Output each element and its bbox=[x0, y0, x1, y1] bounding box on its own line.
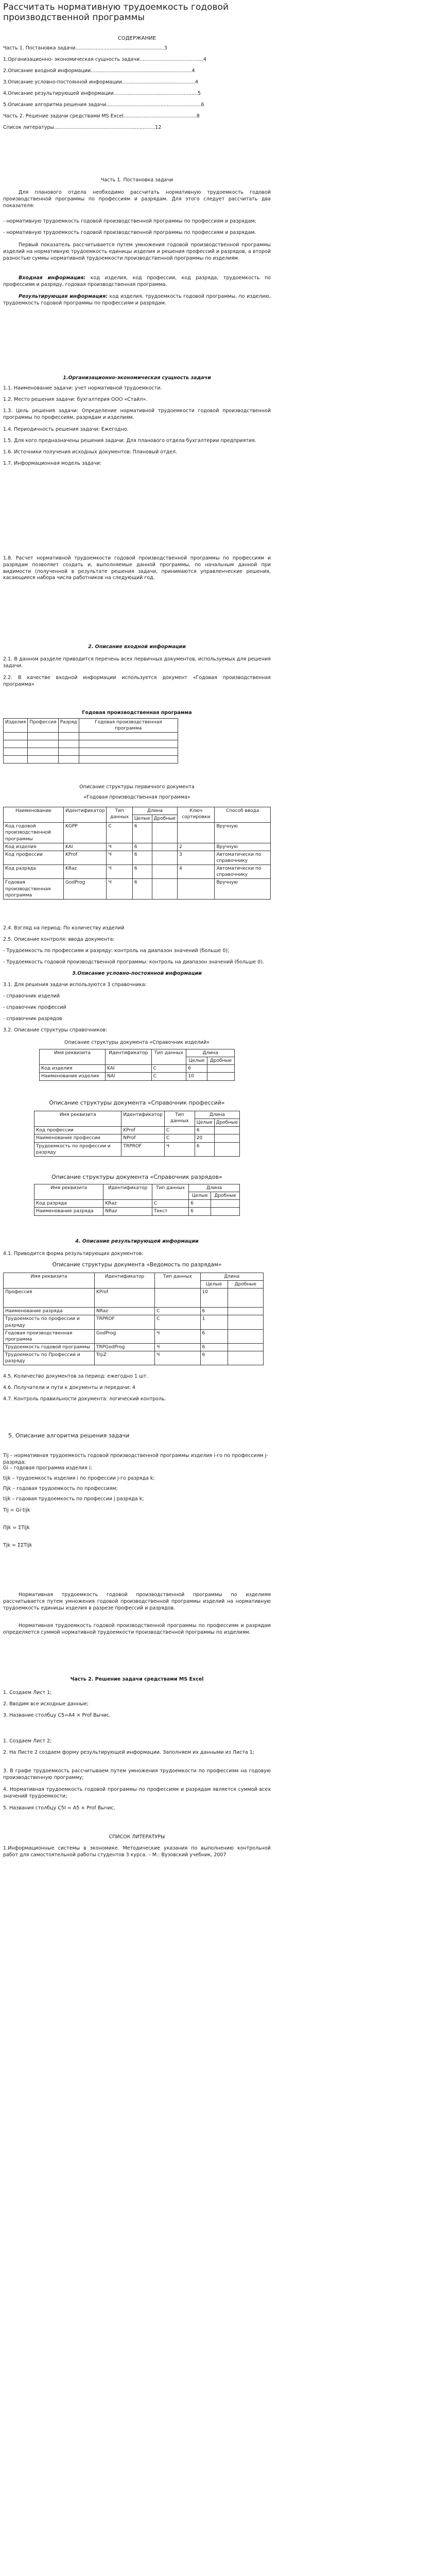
table-cell: NRaz bbox=[103, 1208, 152, 1215]
toc-item[interactable]: 1.Организационно- экономическая сущность задачи.........................................4 bbox=[3, 57, 206, 62]
table-header: Наименование bbox=[4, 807, 64, 823]
table-header: Тип данных bbox=[151, 1049, 186, 1065]
table-cell: TRPROF bbox=[121, 1142, 164, 1156]
table-cell: 6 bbox=[200, 1329, 228, 1343]
table-cell: 3 bbox=[178, 851, 215, 865]
table-subheader: Целые bbox=[200, 1281, 228, 1289]
table-cell bbox=[152, 843, 177, 851]
table-header: Ключ сортировки bbox=[178, 807, 215, 823]
table-cell: KGPP bbox=[64, 823, 107, 843]
toc-item[interactable]: Часть 1. Постановка задачи.........................................................3 bbox=[3, 45, 167, 51]
section4-heading: 4. Описание результирующей информации bbox=[75, 1239, 199, 1244]
table-header: Изделия bbox=[4, 719, 28, 733]
table-subheader: Целые bbox=[186, 1057, 207, 1065]
table-cell: 4 bbox=[178, 865, 215, 879]
formula-definition: tijk – трудоемкость изделия i по профессии j-го разряда k; bbox=[3, 1476, 155, 1481]
table-cell: Код изделия bbox=[4, 843, 64, 851]
table-cell: Наименование разряда bbox=[4, 1308, 95, 1315]
table-cell: Трудоемкость по Профессии и разряду bbox=[4, 1351, 95, 1365]
table-subheader: Дробные bbox=[207, 1057, 235, 1065]
items-directory-table bbox=[39, 1049, 235, 1081]
directory-table-caption: Описание структуры документа «Справочник разрядов» bbox=[51, 1174, 222, 1180]
table-row bbox=[34, 1127, 240, 1134]
table-cell: С bbox=[155, 1308, 200, 1315]
table-cell bbox=[228, 1351, 263, 1365]
table-cell: Вручную bbox=[215, 843, 271, 851]
result-info-text: код изделия, трудоемкость годовой программы, по изделию, трудоемкость годовой программы по профессиям и разрядам. bbox=[3, 294, 271, 306]
table-cell: С bbox=[164, 1134, 195, 1142]
table-subheader: Дробные bbox=[228, 1281, 263, 1289]
section1-item: 1.6. Источники получения исходных документов: Плановый отдел. bbox=[3, 449, 178, 455]
section1-heading: 1.Организационно-экономическая сущность задачи bbox=[63, 375, 211, 381]
table-cell: С bbox=[107, 823, 132, 843]
table-header: Идентификатор bbox=[121, 1111, 164, 1127]
section2-paragraph: 2.1. В данном разделе приводится перечень всех первичных документов, используемых для решения задачи. bbox=[3, 656, 271, 669]
section5-heading: 5. Описание алгоритма решения задачи bbox=[8, 1432, 130, 1439]
struct-table bbox=[3, 807, 271, 900]
part1-paragraph: Для планового отдела необходимо рассчитать нормативную трудоемкость годовой производственной программы по профессиям и разрядам. Для этого следует рассчитать два показателя: bbox=[3, 190, 271, 209]
part2-step: 5. Названия столбцу C5I = A5 × Prof Вычис. bbox=[3, 1805, 115, 1811]
table-cell: 6 bbox=[189, 1200, 211, 1208]
table-row bbox=[40, 1065, 235, 1073]
table-header: Идентификатор bbox=[106, 1049, 152, 1065]
section1-item: 1.4. Периодичность решения задачи: Ежегодно. bbox=[3, 427, 129, 432]
table-cell: 6 bbox=[186, 1065, 207, 1073]
table-cell: Ч bbox=[107, 843, 132, 851]
section2-paragraph: 2.4. Взгляд на период: По количеству изделий bbox=[3, 925, 125, 931]
formula: Tjk = ΣΣTijk bbox=[3, 1543, 32, 1548]
table-cell: Ч bbox=[107, 879, 132, 899]
table-cell: Трудоемкость по профессии и разряду bbox=[34, 1142, 121, 1156]
table-header: Идентификатор bbox=[64, 807, 107, 823]
result-table bbox=[3, 1273, 264, 1365]
table-header: Разряд bbox=[58, 719, 79, 733]
section2-heading: 2. Описание входной информации bbox=[88, 644, 186, 650]
table-subheader: Дробные bbox=[152, 815, 177, 823]
formula-definition: Tij – нормативная трудоемкость годовой производственной программы изделия i-го по профессиям j-разряда; bbox=[3, 1453, 268, 1465]
section2-paragraph: - Трудоемкость по профессиям и разряду: контроль на диапазон значений (больше 0); bbox=[3, 948, 230, 954]
table-header: Тип данных bbox=[107, 807, 132, 823]
table-cell: 10 bbox=[186, 1073, 207, 1080]
table-cell: TRPGodProg bbox=[95, 1343, 155, 1351]
table-row bbox=[34, 1208, 240, 1215]
table-cell: Код профессии bbox=[4, 851, 64, 865]
table-cell: 10 bbox=[200, 1289, 228, 1308]
part2-heading: Часть 2. Решение задачи средствами MS Excel bbox=[70, 1676, 204, 1682]
table-header: Длина bbox=[189, 1184, 240, 1192]
grades-directory-table bbox=[34, 1184, 240, 1216]
formula-definition: Пjk – годовая трудоемкость по профессиям; bbox=[3, 1486, 118, 1492]
table-row bbox=[4, 740, 178, 748]
toc-item[interactable]: Часть 2. Решение задачи средствами MS Excel...............................................8 bbox=[3, 113, 200, 119]
literature-heading: СПИСОК ЛИТЕРАТУРЫ bbox=[109, 1834, 165, 1840]
document-title: Рассчитать нормативную трудоемкость годовой производственной программы bbox=[3, 2, 229, 23]
table-cell: Ч bbox=[155, 1351, 200, 1365]
contents-heading: СОДЕРЖАНИЕ bbox=[118, 36, 156, 41]
section1-item: 1.5. Для кого предназначены решения задачи: Для планового отдела бухгалтерии предприятия. bbox=[3, 438, 256, 444]
table-cell: 6 bbox=[132, 879, 152, 899]
table-row bbox=[4, 879, 271, 899]
table-header: Длина bbox=[132, 807, 177, 815]
toc-item[interactable]: Список литературы.................................................................12 bbox=[3, 125, 162, 130]
table-subheader: Целые bbox=[195, 1119, 214, 1127]
table-cell bbox=[228, 1315, 263, 1329]
toc-item[interactable]: 5.Описание алгоритма решения задачи.............................................................6 bbox=[3, 102, 204, 108]
table-row bbox=[4, 823, 271, 843]
part2-step: 1. Создаем Лист 2; bbox=[3, 1738, 52, 1744]
table-cell: Автоматически по справочнику bbox=[215, 851, 271, 865]
table-header: Годовая производственная программа bbox=[79, 719, 178, 733]
table-cell bbox=[178, 823, 215, 843]
section4-paragraph: 4.6. Получатели и пути к документы и передачи: 4 bbox=[3, 1385, 135, 1391]
table-cell: Текст bbox=[152, 1208, 188, 1215]
section1-item: 1.7. Информационная модель задачи: bbox=[3, 461, 102, 466]
table-cell: 20 bbox=[195, 1134, 214, 1142]
table-row bbox=[4, 1343, 264, 1351]
table-cell bbox=[152, 865, 177, 879]
table-row bbox=[4, 733, 178, 740]
section2-paragraph: - Трудоемкость годовой производственной программы: контроль на диапазон значений (больше 0). bbox=[3, 959, 264, 965]
table-row bbox=[4, 843, 271, 851]
table-cell bbox=[214, 1134, 239, 1142]
table-cell: 6 bbox=[132, 823, 152, 843]
table-cell: NAI bbox=[106, 1073, 152, 1080]
table-header: Тип данных bbox=[155, 1273, 200, 1289]
section2-paragraph: 2.2. В качестве входной информации используется документ «Годовая производственная программа» bbox=[3, 675, 271, 687]
table-cell: KRaz bbox=[103, 1200, 152, 1208]
section2-paragraph: 2.5. Описание контроля: ввода документа: bbox=[3, 937, 115, 942]
part2-step: 2. Вводим все исходные данные; bbox=[3, 1701, 89, 1707]
table-cell: Ч bbox=[107, 851, 132, 865]
formula-definition: Gi – годовая программа изделия i; bbox=[3, 1465, 92, 1471]
part1-heading: Часть 1. Постановка задачи bbox=[100, 177, 173, 183]
section5-paragraph: Нормативная трудоемкость годовой производственной программы по изделиям рассчитывается путем умножения годовой производственной программы изделий на нормативную трудоемкость единицы изделия в разрезе профессий и разрядов. bbox=[3, 1592, 271, 1611]
table-cell bbox=[214, 1142, 239, 1156]
toc-item[interactable]: 4.Описание результирующей информации......................................................5 bbox=[3, 91, 201, 96]
table-cell: GodProg bbox=[64, 879, 107, 899]
table-header: Длина bbox=[186, 1049, 235, 1057]
table-cell: Ч bbox=[155, 1329, 200, 1343]
result-table-caption: Описание структуры документа «Ведомость по разрядам» bbox=[52, 1262, 222, 1268]
table-cell: С bbox=[152, 1200, 188, 1208]
section5-paragraph: Нормативная трудоемкость годовой производственной программы по профессиям и разрядам определяется суммой нормативной трудоемкости производственной программы по изделиям. bbox=[3, 1623, 271, 1635]
table-header: Имя реквизита bbox=[34, 1111, 121, 1127]
table-cell bbox=[152, 879, 177, 899]
toc-item[interactable]: 3.Описание условно-постоянной информации...............................................4 bbox=[3, 79, 198, 85]
table-cell: NProf bbox=[121, 1134, 164, 1142]
professions-directory-table bbox=[34, 1111, 240, 1157]
table-cell: 6 bbox=[195, 1142, 214, 1156]
table-header: Длина bbox=[195, 1111, 239, 1119]
formula: Tij = Gi·tijk bbox=[3, 1507, 30, 1513]
table-cell bbox=[152, 851, 177, 865]
literature-item: 1.Информационные системы в экономике. Методические указания по выполнению контрольной работ для самостоятельной работы студентов 3 курса. – М.: Вузовский учебник, 2007 bbox=[3, 1845, 271, 1858]
table-cell: С bbox=[164, 1127, 195, 1134]
table-cell bbox=[211, 1208, 240, 1215]
section3-paragraph: 3.2. Описание структуры справочников: bbox=[3, 1027, 108, 1033]
input-info-text: код изделия, код профессии, код разряда, трудоемкость по профессиям и разряду, годовая производственная программа. bbox=[3, 275, 271, 287]
table-cell: 2 bbox=[178, 843, 215, 851]
table-cell: 6 bbox=[200, 1351, 228, 1365]
table-header: Тип данных bbox=[152, 1184, 188, 1200]
table-cell: Автоматически по справочнику bbox=[215, 865, 271, 879]
formula-definition: tijk – годовая трудоемкость по профессии j разряда k; bbox=[3, 1496, 144, 1502]
table-cell bbox=[178, 879, 215, 899]
table-cell: Код разряда bbox=[4, 865, 64, 879]
section3-list-item: - справочник профессий bbox=[3, 1005, 66, 1010]
table-cell: Наименование изделия bbox=[40, 1073, 106, 1080]
table-cell: Годовая производственная программа bbox=[4, 1329, 95, 1343]
section3-list-item: - справочник изделий bbox=[3, 993, 60, 999]
table-subheader: Целые bbox=[189, 1192, 211, 1200]
table-row bbox=[4, 1289, 264, 1308]
table-cell bbox=[228, 1289, 263, 1308]
section1-item: 1.2. Место решения задачи: бухгалтерия ООО «Стайл». bbox=[3, 397, 148, 402]
table-cell: TRPROF bbox=[95, 1315, 155, 1329]
table-subheader: Дробные bbox=[214, 1119, 239, 1127]
table-cell: Трудоемкость по профессии и разряду bbox=[4, 1315, 95, 1329]
table-cell: Годовая производственная программа bbox=[4, 879, 64, 899]
table-cell: 6 bbox=[132, 851, 152, 865]
table-cell bbox=[228, 1329, 263, 1343]
table-cell: KAI bbox=[64, 843, 107, 851]
table-cell: KProf bbox=[121, 1127, 164, 1134]
part1-paragraph: - нормативную трудоемкость годовой производственной программы по профессиям и разрядам. bbox=[3, 230, 256, 235]
table-cell: Наименование разряда bbox=[34, 1208, 103, 1215]
table-cell: Трудоемкость годовой программы bbox=[4, 1343, 95, 1351]
table-row bbox=[4, 851, 271, 865]
table-header: Способ ввода bbox=[215, 807, 271, 823]
table-cell: 6 bbox=[189, 1208, 211, 1215]
table-header: Имя реквизита bbox=[40, 1049, 106, 1065]
table-row bbox=[4, 748, 178, 756]
table-row bbox=[4, 1329, 264, 1343]
table-row bbox=[4, 1315, 264, 1329]
section3-paragraph: 3.1. Для решения задачи используются 3 справочника: bbox=[3, 982, 147, 988]
table-cell: Ч bbox=[107, 865, 132, 879]
table-row bbox=[34, 1134, 240, 1142]
input-info-paragraph bbox=[3, 275, 271, 289]
part1-paragraph: Первый показатель рассчитывается путем умножения годовой производственной программы изделий на нормативную трудоемкость единицы изделия и решения профессий и разрядов, а второй разностью суммы нормативной трудоемкости производственной программы по изделиям. bbox=[3, 242, 271, 261]
directory-table-caption: Описание структуры документа «Справочник изделий» bbox=[64, 1040, 210, 1045]
result-info-lead: Результирующая информация: bbox=[19, 294, 108, 299]
table-row bbox=[40, 1073, 235, 1080]
table-cell bbox=[214, 1127, 239, 1134]
table-cell bbox=[207, 1065, 235, 1073]
program-table bbox=[3, 718, 178, 764]
struct-caption: Описание структуры первичного документа bbox=[79, 784, 195, 790]
table-row bbox=[34, 1200, 240, 1208]
table-cell: NRaz bbox=[95, 1308, 155, 1315]
table-cell: KAI bbox=[106, 1065, 152, 1073]
input-info-lead: Входная информация: bbox=[19, 275, 86, 281]
table-cell: Код профессии bbox=[34, 1127, 121, 1134]
table-cell: KRaz bbox=[64, 865, 107, 879]
table-header: Идентификатор bbox=[103, 1184, 152, 1200]
table-subheader: Целые bbox=[132, 815, 152, 823]
part2-step: 4. Нормативная трудоемкость годовой программы по профессиям и разрядам является суммой всех значений трудоемкости; bbox=[3, 1787, 271, 1799]
table-header: Идентификатор bbox=[95, 1273, 155, 1289]
table-header: Имя реквизита bbox=[34, 1184, 103, 1200]
table-cell: GodProg bbox=[95, 1329, 155, 1343]
table-cell: Профессия bbox=[4, 1289, 95, 1308]
section4-paragraph: 4.7. Контроль правильности документа: логический контроль. bbox=[3, 1396, 166, 1402]
table-cell: Вручную bbox=[215, 823, 271, 843]
table-cell: С bbox=[151, 1073, 186, 1080]
directory-table-caption: Описание структуры документа «Справочник профессий» bbox=[49, 1099, 225, 1106]
result-info-paragraph bbox=[3, 294, 271, 307]
section3-list-item: - справочник разрядов bbox=[3, 1016, 62, 1022]
section3-heading: 3.Описание условно-постоянной информации bbox=[72, 971, 202, 976]
table-cell: TrpZ bbox=[95, 1351, 155, 1365]
table-cell: Код годовой производственной программы bbox=[4, 823, 64, 843]
table-cell bbox=[211, 1200, 240, 1208]
table-cell: Ч bbox=[164, 1142, 195, 1156]
table-cell bbox=[152, 823, 177, 843]
table-cell: С bbox=[151, 1065, 186, 1073]
table-row bbox=[4, 1308, 264, 1315]
table-header: Длина bbox=[200, 1273, 263, 1281]
table-cell: 6 bbox=[132, 865, 152, 879]
part1-paragraph: - нормативную трудоемкость годовой производственной программы по профессиям и разрядам; bbox=[3, 218, 256, 224]
table-cell: 6 bbox=[132, 843, 152, 851]
table-cell: Ч bbox=[155, 1343, 200, 1351]
table-cell: Наименование профессии bbox=[34, 1134, 121, 1142]
formula: Пjk = ΣTijk bbox=[3, 1525, 30, 1531]
table-row bbox=[34, 1142, 240, 1156]
part2-step: 2. На Листе 2 создаем форму результирующей информации. Заполняем их данными из Листа 1; bbox=[3, 1750, 254, 1755]
table-cell: 6 bbox=[200, 1308, 228, 1315]
table-cell bbox=[228, 1343, 263, 1351]
table-row bbox=[4, 756, 178, 764]
table-row bbox=[4, 865, 271, 879]
table-cell: KProf bbox=[64, 851, 107, 865]
part2-step: 1. Создаем Лист 1; bbox=[3, 1690, 52, 1696]
program-table-caption: Годовая производственная программа bbox=[82, 710, 192, 716]
table-row bbox=[4, 1351, 264, 1365]
table-cell: KProf bbox=[95, 1289, 155, 1308]
table-cell bbox=[228, 1308, 263, 1315]
table-cell: 6 bbox=[195, 1127, 214, 1134]
table-subheader: Дробные bbox=[211, 1192, 240, 1200]
table-cell: Код разряда bbox=[34, 1200, 103, 1208]
table-cell: Вручную bbox=[215, 879, 271, 899]
part2-step: 3. Название столбцу C5=A4 × Prof Вычис. bbox=[3, 1713, 111, 1718]
section1-item: 1.1. Наименование задачи: учет нормативной трудоемкости. bbox=[3, 385, 162, 391]
table-cell: 6 bbox=[200, 1343, 228, 1351]
part2-step: 3. В графе трудоемкость рассчитываем путем умножения трудоемкости по профессиям на годовую производственную программу; bbox=[3, 1768, 271, 1781]
toc-item[interactable]: 2.Описание входной информации.................................................................4 bbox=[3, 68, 195, 74]
section1-conclusion: 1.8. Расчет нормативной трудоемкости годовой производственной программы по профессиям и разрядам позволяет создать и, выполняемые данной программы, по начальным данной при видимости (полученной в результате решения задачи, принимаются управленческие решения, касающиеся набора числа работников на следующий год. bbox=[3, 555, 271, 581]
table-cell: 1 bbox=[200, 1315, 228, 1329]
table-header: Имя реквизита bbox=[4, 1273, 95, 1289]
section4-paragraph: 4.5. Количество документов за период: ежегодно 1 шт. bbox=[3, 1374, 148, 1379]
section1-item: 1.3. Цель решения задачи: Определение нормативной трудоемкости годовой производственной программы по профессиям, разрядам и изделиям. bbox=[3, 408, 271, 420]
table-cell bbox=[155, 1289, 200, 1308]
table-cell bbox=[207, 1073, 235, 1080]
struct-caption-2: «Годовая производственная программа» bbox=[83, 794, 190, 800]
table-cell: Код изделия bbox=[40, 1065, 106, 1073]
table-cell: С bbox=[155, 1315, 200, 1329]
section4-paragraph: 4.1. Приводится форма результирующих документов: bbox=[3, 1251, 144, 1257]
table-header: Профессия bbox=[28, 719, 58, 733]
table-header: Тип данных bbox=[164, 1111, 195, 1127]
